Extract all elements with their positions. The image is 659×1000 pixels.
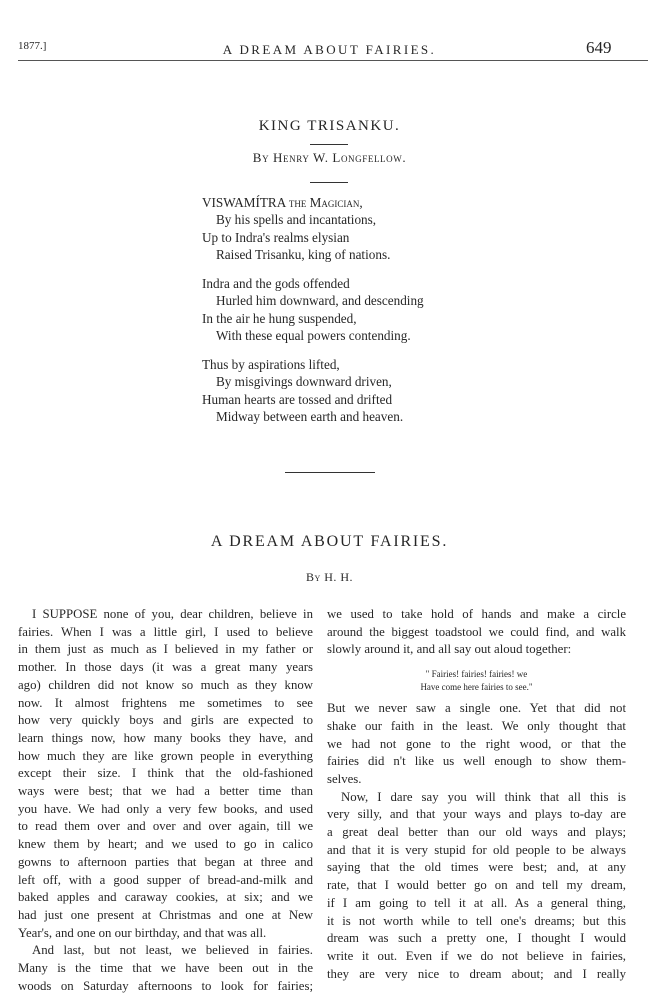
story-line: you have. We had only a very few books, and used bbox=[18, 801, 313, 816]
story-line: Now, I dare say you will think that all this is bbox=[341, 789, 626, 804]
story-line: I SUPPOSE none of you, dear children, believe in bbox=[32, 607, 313, 621]
story-paragraph bbox=[18, 606, 313, 942]
story-line: gowns to afternoon parties that began at three and bbox=[18, 854, 313, 869]
poem-byline-author: Henry W. Longfellow. bbox=[273, 150, 407, 165]
story-line: But we never saw a single one. Yet that did not bbox=[327, 701, 626, 716]
story-title: A DREAM ABOUT FAIRIES. bbox=[210, 533, 449, 550]
poem-line: With these equal powers contending. bbox=[216, 328, 411, 344]
poem-line: Raised Trisanku, king of nations. bbox=[216, 247, 391, 263]
poem-title: KING TRISANKU. bbox=[258, 118, 401, 134]
story-line: baked apples and caraway cookies, at six; and we bbox=[18, 890, 313, 905]
story-line: learn things now, how many books they have, and bbox=[18, 730, 313, 745]
story-column-left bbox=[18, 606, 313, 995]
poem-line bbox=[202, 194, 390, 211]
story-line: except their size. I think that the old-fashioned bbox=[18, 766, 313, 781]
story-line: and that it is very stupid for old people to be always bbox=[327, 842, 626, 857]
story-line: if I am going to tell it at all. As a general thing, bbox=[327, 895, 626, 910]
story-paragraph bbox=[327, 606, 626, 659]
header-rule bbox=[18, 60, 648, 61]
story-line: fairies did n't like us well enough to show them- bbox=[327, 754, 626, 769]
story-line: how very quickly boys and girls are expected to bbox=[18, 713, 313, 728]
poem-line: Up to Indra's realms elysian bbox=[202, 229, 350, 245]
story-line: selves. bbox=[327, 771, 362, 786]
story-line: we had not gone to the right wood, or that the bbox=[327, 736, 626, 751]
story-line: a great deal better than our old ways and plays; bbox=[327, 825, 626, 840]
poem-first-line: VISWAMÍTRA the Magician, bbox=[202, 195, 363, 210]
running-header-year: 1877.] bbox=[18, 40, 47, 52]
story-column-right bbox=[327, 606, 626, 983]
page-number: 649 bbox=[586, 38, 612, 57]
story-paragraph bbox=[327, 700, 626, 789]
poem-line: Thus by aspirations lifted, bbox=[202, 357, 340, 372]
story-line: woods on Saturday afternoons to look for fairies; bbox=[18, 978, 313, 993]
poem-stanza-2 bbox=[202, 275, 424, 345]
story-chant-quote bbox=[327, 668, 626, 694]
story-line: Year's, and one on our birthday, and that was all. bbox=[18, 925, 267, 940]
story-line: rate, that I would better go on and tell my dream, bbox=[327, 878, 626, 893]
poem-byline-by: By bbox=[252, 150, 270, 165]
section-separator-rule bbox=[285, 472, 375, 473]
story-line: to read them over and over and over again, till we bbox=[18, 819, 313, 834]
story-line: saying that the old times were best; and, at any bbox=[327, 860, 626, 875]
poem-byline bbox=[0, 150, 659, 166]
story-line: mother. In those days (it was a great many years bbox=[18, 660, 313, 675]
story-byline: By H. H. bbox=[305, 570, 354, 584]
story-line: fairies. When I was a little girl, I used to believe bbox=[18, 624, 313, 639]
poem-line: By misgivings downward driven, bbox=[216, 374, 392, 390]
story-line: And last, but not least, we believed in fairies. bbox=[32, 943, 313, 958]
story-line: knew them by heart; and we used to go in calico bbox=[18, 837, 313, 852]
story-line: Many is the time that we have been out in the bbox=[18, 961, 313, 976]
story-line: very silly, and that your ways and plays to-day are bbox=[327, 807, 626, 822]
poem-stanza-1 bbox=[202, 194, 390, 264]
poem-line: Indra and the gods offended bbox=[202, 276, 350, 291]
story-quote-line: " Fairies! fairies! fairies! we bbox=[425, 669, 528, 680]
story-line: left off, with a good supper of bread-and-milk and bbox=[18, 872, 313, 887]
story-line: slowly around it, and all say out aloud together: bbox=[327, 642, 572, 657]
story-line: we used to take hold of hands and make a circle bbox=[327, 607, 626, 621]
story-line: ago) children did not know so much as they know bbox=[18, 677, 313, 692]
story-line: around the biggest toadstool we could find, and walk bbox=[327, 624, 626, 639]
story-paragraph bbox=[18, 942, 313, 995]
poem-byline-rule bbox=[310, 182, 348, 183]
story-line: how much they are like grown people in everything bbox=[18, 748, 313, 763]
story-line: they are very nice to dream about; and I really bbox=[327, 966, 626, 981]
poem-line: Midway between earth and heaven. bbox=[216, 409, 404, 425]
poem-line: In the air he hung suspended, bbox=[202, 310, 357, 326]
story-line: ways were best; that we had a better time than bbox=[18, 784, 313, 799]
story-line: dream was such a pretty one, I thought I would bbox=[327, 931, 626, 946]
story-line: in them just as much as I believed in my father or bbox=[18, 642, 313, 657]
story-line: it is not worth while to tell one's dreams; but this bbox=[327, 913, 626, 928]
story-line: shake our faith in the least. We only thought that bbox=[327, 718, 626, 733]
poem-line: Hurled him downward, and descending bbox=[216, 293, 424, 309]
running-header-title: A DREAM ABOUT FAIRIES. bbox=[222, 42, 437, 57]
story-quote-line: Have come here fairies to see." bbox=[420, 682, 533, 693]
poem-title-rule bbox=[310, 144, 348, 145]
poem-stanza-3 bbox=[202, 356, 403, 426]
poem-line: By his spells and incantations, bbox=[216, 212, 377, 228]
story-line: now. It almost frightens me sometimes to see bbox=[18, 695, 313, 710]
story-paragraph bbox=[327, 789, 626, 984]
story-line: write it out. Even if we do not believe in fairies, bbox=[327, 948, 626, 963]
story-line: had just one present at Christmas and one at New bbox=[18, 907, 313, 922]
poem-line: Human hearts are tossed and drifted bbox=[202, 391, 393, 407]
